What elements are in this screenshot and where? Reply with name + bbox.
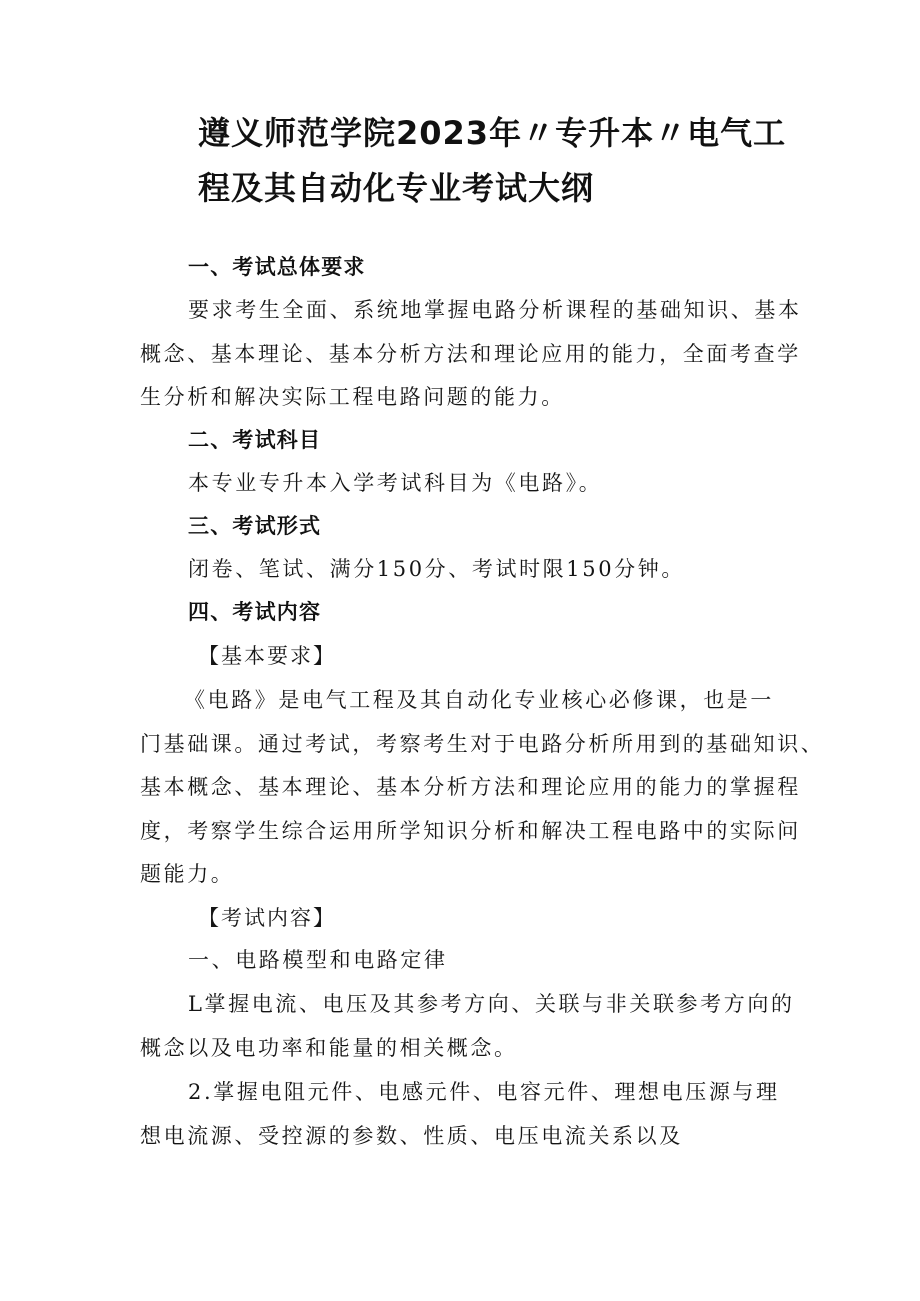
paragraph-line: 题能力。 xyxy=(140,862,235,886)
paragraph-line: 生分析和解决实际工程电路问题的能力。 xyxy=(140,385,565,409)
paragraph-line: 《电路》是电气工程及其自动化专业核心必修课，也是一 xyxy=(184,688,774,712)
paragraph-line: 基本概念、基本理论、基本分析方法和理论应用的能力的掌握程 xyxy=(140,775,801,799)
paragraph-line: 本专业专升本入学考试科目为《电路》。 xyxy=(188,471,603,495)
section-heading-3: 三、考试形式 xyxy=(188,514,322,538)
paragraph-line: 要求考生全面、系统地掌握电路分析课程的基础知识、基本 xyxy=(188,298,802,322)
document-title xyxy=(198,106,798,216)
paragraph-line: 闭卷、笔试、满分150分、考试时限150分钟。 xyxy=(188,557,685,581)
paragraph-line: 度，考察学生综合运用所学知识分析和解决工程电路中的实际问 xyxy=(140,819,801,843)
section-heading-1: 一、考试总体要求 xyxy=(188,255,366,279)
section-heading-2: 二、考试科目 xyxy=(188,428,322,452)
title-line-1: 遵义师范学院2023年〃专升本〃电气工 xyxy=(198,114,787,152)
list-item-line: 概念以及电功率和能量的相关概念。 xyxy=(140,1036,518,1060)
title-line-2: 程及其自动化专业考试大纲 xyxy=(198,169,595,207)
list-item-line: L掌握电流、电压及其参考方向、关联与非关联参考方向的 xyxy=(188,992,795,1016)
section-heading-4: 四、考试内容 xyxy=(188,600,322,624)
basic-requirements-label: 【基本要求】 xyxy=(198,644,336,668)
paragraph-line: 概念、基本理论、基本分析方法和理论应用的能力，全面考查学 xyxy=(140,342,801,366)
exam-content-label: 【考试内容】 xyxy=(198,906,336,930)
list-item-line: 想电流源、受控源的参数、性质、电压电流关系以及 xyxy=(140,1124,683,1148)
chapter-heading-1: 一、电路模型和电路定律 xyxy=(188,948,448,972)
paragraph-line: 门基础课。通过考试，考察考生对于电路分析所用到的基础知识、 xyxy=(140,732,825,756)
list-item-line: 2.掌握电阻元件、电感元件、电容元件、理想电压源与理 xyxy=(188,1080,780,1104)
